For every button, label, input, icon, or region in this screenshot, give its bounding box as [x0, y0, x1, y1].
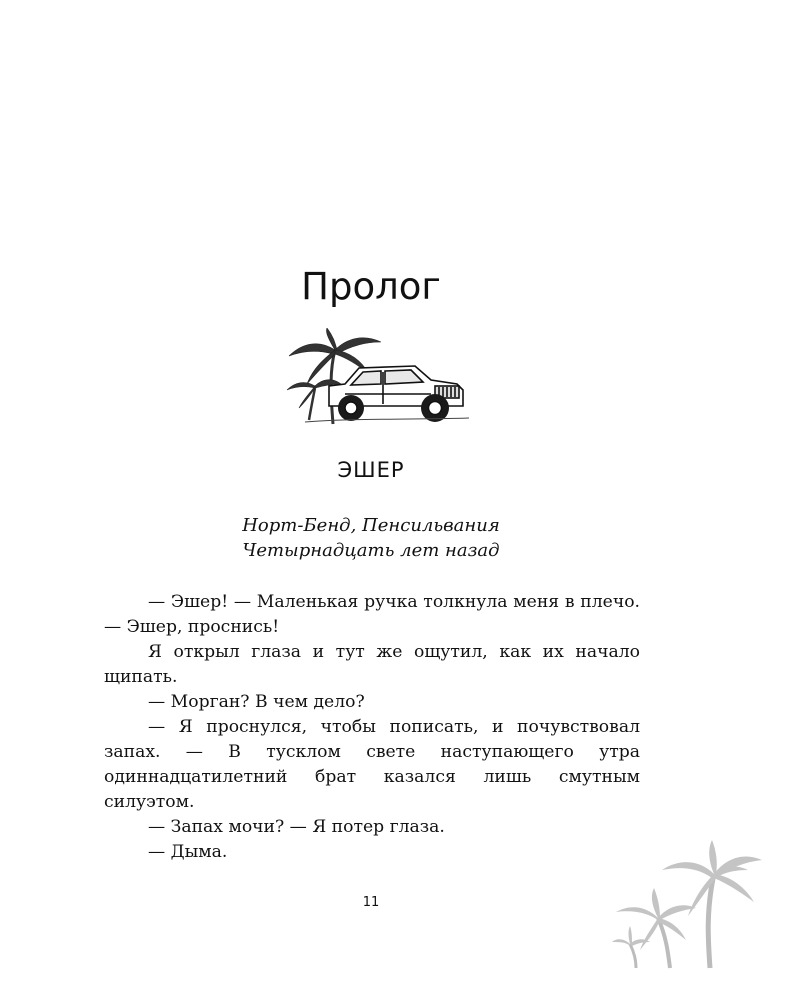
- paragraph: — Эшер! — Маленькая ручка толкнула меня в плечо. — Эшер, проснись!: [104, 592, 640, 637]
- car-with-palms-icon: [285, 328, 470, 425]
- paragraph: — Я проснулся, чтобы пописать, и почувствовал запах. — В тусклом свете наступающего утра одиннадцатилетний брат казался лишь смутным силуэтом.: [104, 717, 640, 812]
- setting-caption: [0, 513, 742, 563]
- story-body: [104, 590, 640, 865]
- chapter-character-name: ЭШЕР: [337, 458, 405, 482]
- paragraph: — Дыма.: [148, 842, 228, 862]
- chapter-title: Пролог: [301, 265, 441, 308]
- paragraph: Я открыл глаза и тут же ощутил, как их начало щипать.: [104, 642, 640, 687]
- palm-trees-icon: [612, 840, 762, 970]
- setting-time: Четырнадцать лет назад: [242, 540, 500, 561]
- page-number: 11: [362, 895, 380, 910]
- setting-place: Норт-Бенд, Пенсильвания: [242, 515, 500, 536]
- paragraph: — Запах мочи? — Я потер глаза.: [148, 817, 445, 837]
- paragraph: — Морган? В чем дело?: [148, 692, 365, 712]
